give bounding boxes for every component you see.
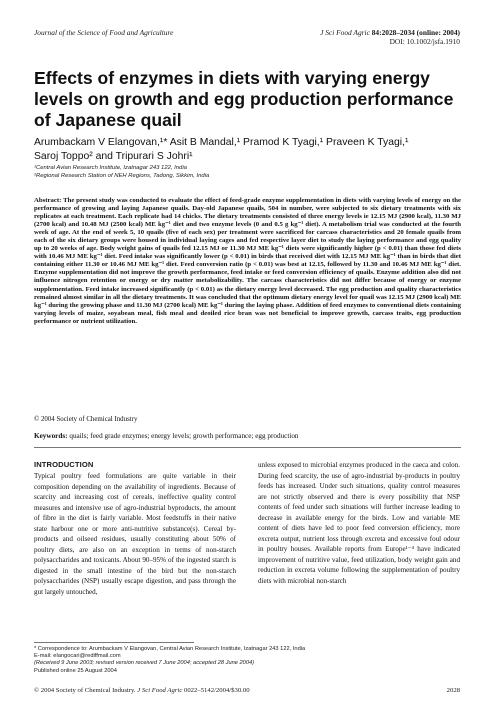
footer-copyright: © 2004 Society of Chemical Industry. [34,687,136,694]
page-footer [34,687,250,694]
citation-journal: J Sci Food Agric [320,28,370,37]
running-header-journal: Journal of the Science of Food and Agriculture [34,28,174,37]
keywords-text: quails; feed grade enzymes; energy levels; growth performance; egg production [69,432,299,440]
article-title: Effects of enzymes in diets with varying energy levels on growth and egg production performance of Japanese quail [34,68,454,130]
keywords-label: Keywords: [34,432,68,440]
running-header-citation [320,28,460,46]
affiliation-1: ¹Central Avian Research Institute, Izatnagar 243 122, India [34,165,187,171]
introduction-heading: INTRODUCTION [34,460,94,469]
abstract-text: The present study was conducted to evaluate the effect of feed-grade enzyme supplementation in diets with varying levels of energy on the performance of growing and laying Japanese quails. Day-old Japanese quails, 504 in number, were subjected to six dietary treatments with six replicates at each treatment. Each replicate had 14 chicks. The dietary treatments consisted of three energy levels ie 12.15 MJ (2900 kcal), 11.30 MJ (2700 kcal) and 10.48 MJ (2500 kcal) ME kg⁻¹ diet and two enzyme levels (0 and 0.5 g kg⁻¹ diet). A metabolism trial was conducted at the fourth week of age. At the end of week 5, 10 quails (five of each sex) per treatment were sacrificed for carcass characteristics and 20 female quails from each of the six dietary groups were housed in individual laying cages and fed respective layer diet to study the laying performance and egg quality up to 20 weeks of age. Body weight gains of quails fed 12.15 MJ or 11.30 MJ ME kg⁻¹ diets were significantly higher (p < 0.01) than those fed diets with 10.46 MJ ME kg⁻¹ diet. Feed intake was significantly lower (p < 0.01) in birds that received diet with 12.15 MJ ME kg⁻¹ than in birds that diet containing either 11.30 or 10.46 MJ ME kg⁻¹ diet. Feed conversion ratio (p < 0.01) was best at 12.15, followed by 11.30 and 10.46 MJ ME kg⁻¹ diet. Enzyme supplementation did not improve the growth performance, feed intake or feed conversion efficiency of quails. Enzyme addition also did not influence nitrogen retention or energy or dry matter metabolizability. The carcass characteristics did not differ because of energy or enzyme supplementation. Feed intake increased significantly (p < 0.01) as the dietary energy level decreased. The egg production and quality characteristics remained almost similar in all the dietary treatments. It was concluded that the optimum dietary energy level for quail was 12.15 MJ (2900 kcal) ME kg⁻¹ during the growing phase and 11.30 MJ (2700 kcal) ME kg⁻¹ during the laying phase. Addition of feed enzymes to conventional diets containing varying levels of maize, soyabean meal, fish meal and deoiled rice bran was not beneficial to improve growth, carcass traits, egg production performance or nutrient utilization. [34,197,461,325]
abstract-copyright: © 2004 Society of Chemical Industry [34,416,138,423]
keywords [34,432,461,440]
footnotes [34,646,464,675]
citation-volume-pages: 84:2028–2034 (online: 2004) [371,28,460,37]
footer-journal: J Sci Food Agric [137,687,183,694]
affiliation-2: ²Regional Research Station of NEH Regions, Tadong, Sikkim, India [34,173,210,179]
footnote-divider [34,642,194,643]
introduction-column-1: Typical poultry feed formulations are quite variable in their composition depending on the availability of ingredients. Because of scarcity and increasing cost of cereals, ineffective quality control measures and intensive use of agro-industrial byproducts, the amount of fibre in the diet is fairly variable. Most feedstuffs in their native state harbour one or more anti-nutritive substance(s). Cereal by-products and oilseed residues, usually constituting about 50% of poultry diets, are also on an exception in terms of non-starch polysaccharides and toxicants. About 90–95% of the ingested starch is digested in the small intestine of the bird but the non-starch polysaccharides (NSP) usually escape digestion, and pass through the gut largely untouched, [34,472,236,597]
correspondence-note: * Correspondence to: Arumbackam V Elangovan, Central Avian Research Institute, Izatnagar 243 122, India [34,646,306,652]
abstract-label: Abstract: [34,197,62,204]
author-list [34,136,464,163]
correspondence-email[interactable]: E-mail: elangocari@rediffmail.com [34,653,121,660]
footer-issn: 0022–5142/2004/$30.00 [183,687,250,694]
author-line-2: Saroj Toppo² and Tripurari S Johri¹ [34,150,193,162]
introduction-column-2: unless exposed to microbial enzymes produced in the caeca and colon. During feed scarcity, the use of agro-industrial by-products in poultry feeds has increased. Under such situations, quality control measures are not strictly observed and there is every possibility that NSP contents of feed under such situations will further increase leading to decrease in available energy for the birds. Low and variable ME content of diets have led to poor feed conversion efficiency, more excreta output, nutrient loss through excreta and excessive foul odour in poultry houses. Available reports from Europe¹⁻⁴ have indicated improvement of nutritive value, feed utilization, body weight gain and reduction in excreta volume following the supplementation of poultry diets with microbial non-starch [258,461,460,586]
author-line-1: Arumbackam V Elangovan,¹* Asit B Mandal,¹ Pramod K Tyagi,¹ Praveen K Tyagi,¹ [34,137,409,148]
received-dates: (Received 9 June 2003; revised version received 7 June 2004; accepted 28 June 2004) [34,660,255,667]
doi[interactable]: DOI: 10.1002/jsfa.1910 [389,37,460,46]
page-number: 2028 [446,687,460,694]
section-divider [34,447,461,448]
published-date: Published online 25 August 2004 [34,667,117,674]
abstract [34,197,461,326]
